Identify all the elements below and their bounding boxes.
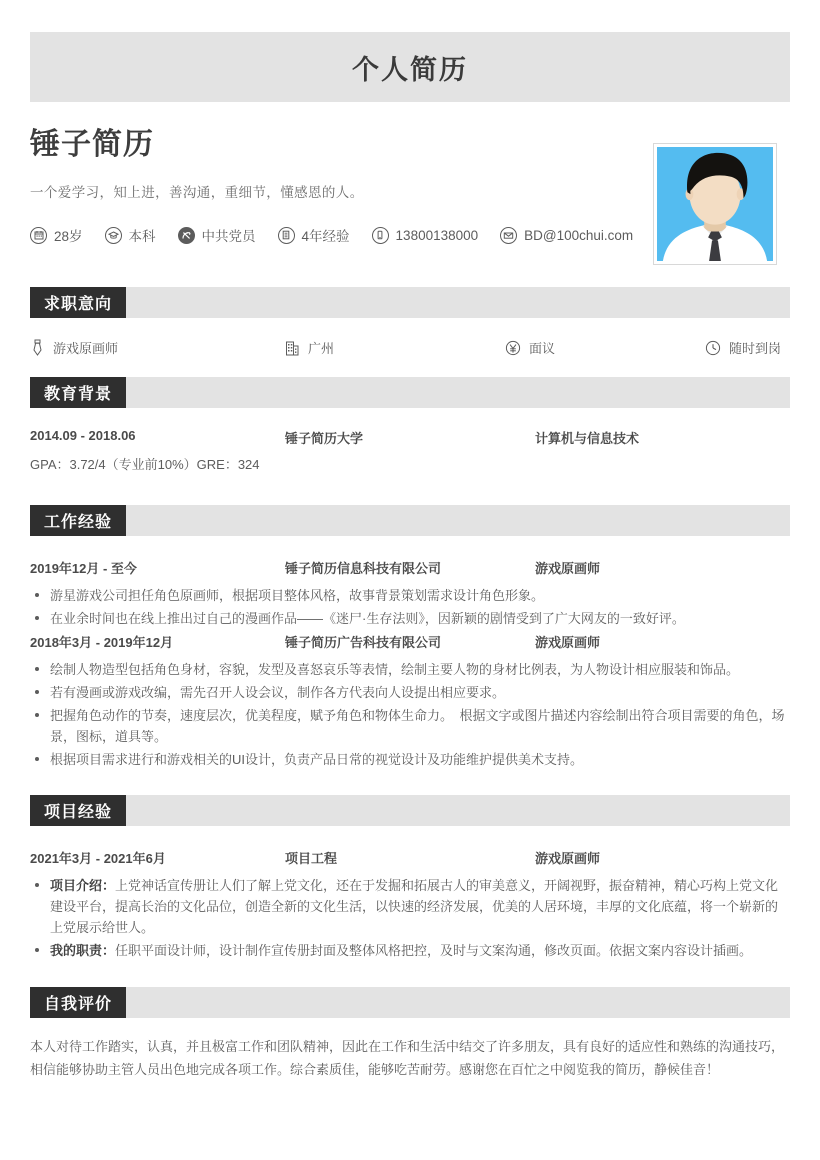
party-emblem-icon — [178, 227, 195, 244]
work-entry-header — [30, 632, 790, 652]
job-intent-salary — [505, 338, 555, 357]
work-entry-2 — [30, 632, 790, 772]
section-header-job-intent — [30, 287, 790, 318]
project-name: 项目工程 — [285, 851, 338, 866]
envelope-icon — [500, 227, 517, 244]
work-company: 锤子简历信息科技有限公司 — [285, 561, 442, 576]
info-item-age — [30, 225, 83, 245]
list-item — [30, 940, 790, 961]
job-intent-position — [30, 338, 118, 357]
education-note: GPA：3.72/4（专业前10%）GRE：324 — [30, 457, 260, 472]
section-title-education: 教育背景 — [30, 377, 126, 408]
info-item-degree — [105, 225, 156, 245]
work-period: 2018年3月 - 2019年12月 — [30, 635, 174, 650]
work-bullets — [30, 659, 790, 770]
candidate-tagline: 一个爱学习，知上进，善沟通，重细节，懂感恩的人。 — [30, 185, 364, 200]
job-intent-row — [30, 338, 790, 360]
section-title-job-intent: 求职意向 — [30, 287, 126, 318]
work-entry-header — [30, 558, 790, 578]
yen-icon — [505, 340, 521, 356]
work-period: 2019年12月 - 至今 — [30, 561, 137, 576]
project-bullet-label: 我的职责： — [50, 943, 116, 959]
section-header-education — [30, 377, 790, 408]
project-bullet-label: 项目介绍： — [50, 878, 116, 893]
job-intent-availability-value: 随时到岗 — [729, 341, 782, 356]
self-evaluation-text: 本人对待工作踏实，认真，并且极富工作和团队精神，因此在工作和生活中结交了许多朋友，具有良好的适应性和熟练的沟通技巧，相信能够协助主管人员出色地完成各项工作。综合素质佳，能够吃苦耐劳。感谢您在百忙之中阅览我的简历，静候佳音！ — [30, 1039, 785, 1077]
project-entry-1 — [30, 848, 790, 963]
work-role: 游戏原画师 — [535, 635, 601, 650]
job-intent-position-value: 游戏原画师 — [53, 341, 119, 356]
info-value-degree: 本科 — [128, 229, 156, 244]
section-header-project — [30, 795, 790, 826]
project-period: 2021年3月 - 2021年6月 — [30, 851, 166, 866]
list-item: 在业余时间也在线上推出过自己的漫画作品——《迷尸·生存法则》，因新颖的剧情受到了广大网友的一致好评。 — [30, 608, 790, 629]
document-title-banner — [30, 32, 790, 102]
project-bullet-text: 任职平面设计师，设计制作宣传册封面及整体风格把控，及时与文案沟通，修改页面。依据文案内容设计插画。 — [115, 943, 753, 959]
job-intent-location-value: 广州 — [308, 341, 335, 356]
job-intent-content — [30, 338, 790, 360]
education-entry-header — [30, 428, 790, 448]
list-item: 根据项目需求进行和游戏相关的UI设计，负责产品日常的视觉设计及功能维护提供美术支持。 — [30, 749, 790, 770]
project-role: 游戏原画师 — [535, 851, 601, 866]
education-period: 2014.09 - 2018.06 — [30, 428, 136, 443]
page-title: 个人简历 — [352, 54, 468, 85]
calendar-icon — [30, 227, 47, 244]
work-entry-1 — [30, 558, 790, 631]
avatar-illustration — [657, 147, 773, 261]
avatar — [653, 143, 777, 265]
info-value-political-status: 中共党员 — [201, 229, 256, 244]
project-entry-header — [30, 848, 790, 868]
info-item-political-status — [178, 225, 256, 245]
education-major: 计算机与信息技术 — [535, 431, 640, 446]
job-intent-availability — [705, 338, 781, 357]
section-header-work — [30, 505, 790, 536]
info-item-experience — [278, 225, 350, 245]
list-item: 绘制人物造型包括角色身材，容貌，发型及喜怒哀乐等表情，绘制主要人物的身材比例表，为人物设计相应服装和饰品。 — [30, 659, 790, 680]
work-company: 锤子简历广告科技有限公司 — [285, 635, 442, 650]
job-intent-location — [285, 338, 334, 357]
list-item — [30, 875, 790, 938]
section-title-self-evaluation: 自我评价 — [30, 987, 126, 1018]
section-title-work: 工作经验 — [30, 505, 126, 536]
info-value-age: 28岁 — [54, 229, 83, 244]
project-bullet-text: 上党神话宣传册让人们了解上党文化，还在于发掘和拓展古人的审美意义，开阔视野，振奋精神，精心巧构上党文化建设平台，提高长治的文化品位，创造全新的文化生活，以快速的经济发展，优美的人居环境，丰厚的文化底蕴，将一个崭新的上党展示给世人。 — [50, 878, 779, 936]
project-bullets — [30, 875, 790, 961]
work-bullets — [30, 585, 790, 629]
candidate-name: 锤子简历 — [30, 128, 154, 161]
section-title-project: 项目经验 — [30, 795, 126, 826]
info-item-email — [500, 227, 633, 244]
list-item: 把握角色动作的节奏，速度层次，优美程度，赋予角色和物体生命力。 根据文字或图片描述内容绘制出符合项目需要的角色，场景，图标，道具等。 — [30, 705, 790, 747]
section-header-self-evaluation — [30, 987, 790, 1018]
info-value-phone: 13800138000 — [395, 227, 479, 243]
phone-icon — [372, 227, 389, 244]
list-item: 若有漫画或游戏改编，需先召开人设会议，制作各方代表向人设提出相应要求。 — [30, 682, 790, 703]
info-value-email: BD@100chui.com — [524, 227, 634, 243]
job-intent-salary-value: 面议 — [529, 341, 556, 356]
info-value-experience: 4年经验 — [301, 229, 350, 244]
building-icon — [285, 340, 300, 356]
education-content — [30, 428, 790, 475]
necktie-icon — [30, 339, 45, 356]
clock-icon — [705, 340, 721, 356]
graduation-cap-icon — [105, 227, 122, 244]
info-item-phone — [372, 227, 479, 244]
document-icon — [278, 227, 295, 244]
self-evaluation-content — [30, 1036, 790, 1082]
education-school: 锤子简历大学 — [285, 431, 364, 446]
work-role: 游戏原画师 — [535, 561, 601, 576]
list-item: 游星游戏公司担任角色原画师，根据项目整体风格，故事背景策划需求设计角色形象。 — [30, 585, 790, 606]
